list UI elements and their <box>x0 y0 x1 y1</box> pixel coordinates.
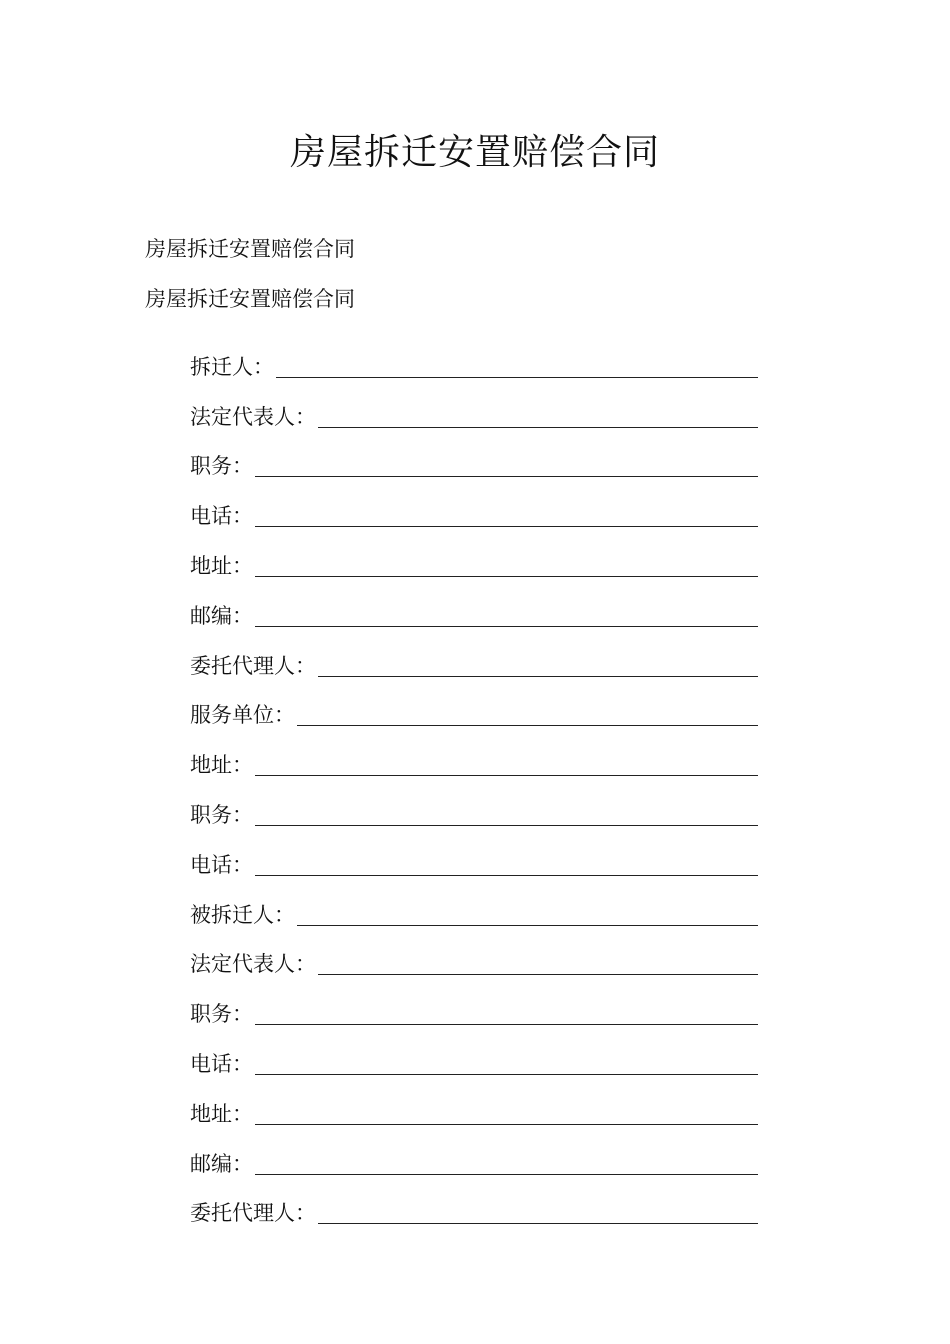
field-row <box>190 732 758 782</box>
field-row <box>190 334 758 384</box>
field-row <box>190 782 758 832</box>
field-label: 电话： <box>190 852 253 877</box>
fill-in-blank-line <box>255 476 758 477</box>
fill-in-blank-line <box>255 626 758 627</box>
fill-in-blank-line <box>318 676 758 677</box>
fill-in-blank-line <box>318 1223 758 1224</box>
fill-in-blank-line <box>318 974 758 975</box>
field-row <box>190 932 758 982</box>
field-label: 电话： <box>190 1051 253 1076</box>
field-label: 电话： <box>190 504 253 529</box>
fill-in-blank-line <box>255 576 758 577</box>
fill-in-blank-line <box>297 925 758 926</box>
field-row <box>190 1031 758 1081</box>
field-row <box>190 434 758 484</box>
field-label: 邮编： <box>190 1151 253 1176</box>
fill-in-blank-line <box>297 725 758 726</box>
field-label: 地址： <box>190 553 253 578</box>
fill-in-blank-line <box>255 775 758 776</box>
field-row <box>190 981 758 1031</box>
field-row <box>190 483 758 533</box>
party-info-fields <box>190 334 758 1230</box>
field-label: 地址： <box>190 753 253 778</box>
fill-in-blank-line <box>255 825 758 826</box>
field-label: 职务： <box>190 454 253 479</box>
fill-in-blank-line <box>255 1174 758 1175</box>
fill-in-blank-line <box>255 526 758 527</box>
fill-in-blank-line <box>318 427 758 428</box>
field-row <box>190 633 758 683</box>
document-subtitle: 房屋拆迁安置赔偿合同 <box>145 237 355 261</box>
fill-in-blank-line <box>255 1074 758 1075</box>
fill-in-blank-line <box>255 875 758 876</box>
field-label: 法定代表人： <box>190 952 316 977</box>
field-row <box>190 583 758 633</box>
field-row <box>190 1181 758 1231</box>
fill-in-blank-line <box>255 1024 758 1025</box>
field-row <box>190 533 758 583</box>
fill-in-blank-line <box>255 1124 758 1125</box>
field-row <box>190 384 758 434</box>
field-label: 职务： <box>190 1002 253 1027</box>
field-label: 邮编： <box>190 603 253 628</box>
field-label: 职务： <box>190 802 253 827</box>
field-row <box>190 882 758 932</box>
field-label: 拆迁人： <box>190 354 274 379</box>
field-row <box>190 1081 758 1131</box>
field-label: 被拆迁人： <box>190 902 295 927</box>
field-row <box>190 1131 758 1181</box>
field-label: 法定代表人： <box>190 404 316 429</box>
field-label: 委托代理人： <box>190 653 316 678</box>
field-row <box>190 832 758 882</box>
field-label: 委托代理人： <box>190 1201 316 1226</box>
document-subtitle: 房屋拆迁安置赔偿合同 <box>145 287 355 311</box>
field-label: 服务单位： <box>190 703 295 728</box>
field-row <box>190 683 758 733</box>
document-title: 房屋拆迁安置赔偿合同 <box>289 132 660 173</box>
field-label: 地址： <box>190 1101 253 1126</box>
fill-in-blank-line <box>276 377 758 378</box>
